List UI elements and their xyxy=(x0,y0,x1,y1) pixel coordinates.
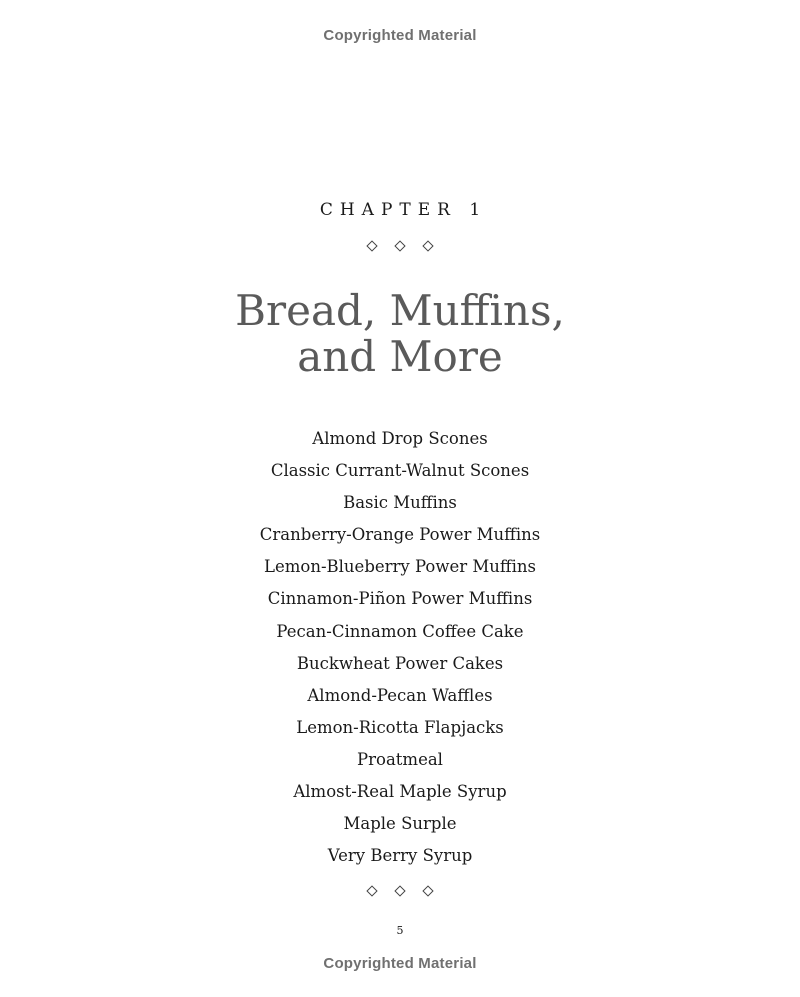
recipe-list xyxy=(0,426,800,875)
recipe-item: Cinnamon-Piñon Power Muffins xyxy=(267,589,533,609)
recipe-item: Classic Currant-Walnut Scones xyxy=(270,461,530,481)
diamond-icon xyxy=(422,885,433,896)
recipe-item: Basic Muffins xyxy=(343,493,457,513)
recipe-item: Almond Drop Scones xyxy=(312,429,488,448)
copyright-watermark-bottom: Copyrighted Material xyxy=(323,955,477,972)
diamond-icon xyxy=(394,240,405,251)
diamond-icon xyxy=(422,240,433,251)
recipe-item: Almost-Real Maple Syrup xyxy=(293,782,507,802)
chapter-title-line-1: Bread, Muffins, xyxy=(235,286,565,335)
recipe-item: Almond-Pecan Waffles xyxy=(307,685,493,705)
recipe-item: Very Berry Syrup xyxy=(327,846,473,866)
recipe-item: Proatmeal xyxy=(357,749,443,769)
ornament-bottom xyxy=(0,887,800,895)
diamond-icon xyxy=(366,240,377,251)
chapter-title xyxy=(0,288,800,380)
page-number: 5 xyxy=(396,924,404,937)
recipe-item: Lemon-Blueberry Power Muffins xyxy=(264,557,536,577)
copyright-watermark-top: Copyrighted Material xyxy=(323,27,477,44)
recipe-item: Maple Surple xyxy=(343,814,457,834)
recipe-item: Pecan-Cinnamon Coffee Cake xyxy=(276,621,524,641)
recipe-item: Buckwheat Power Cakes xyxy=(296,653,504,673)
diamond-icon xyxy=(394,885,405,896)
chapter-label: CHAPTER 1 xyxy=(319,200,488,220)
chapter-title-line-2: and More xyxy=(297,332,503,381)
recipe-item: Lemon-Ricotta Flapjacks xyxy=(296,717,504,737)
recipe-item: Cranberry-Orange Power Muffins xyxy=(259,525,541,545)
diamond-icon xyxy=(366,885,377,896)
ornament-top xyxy=(0,242,800,250)
